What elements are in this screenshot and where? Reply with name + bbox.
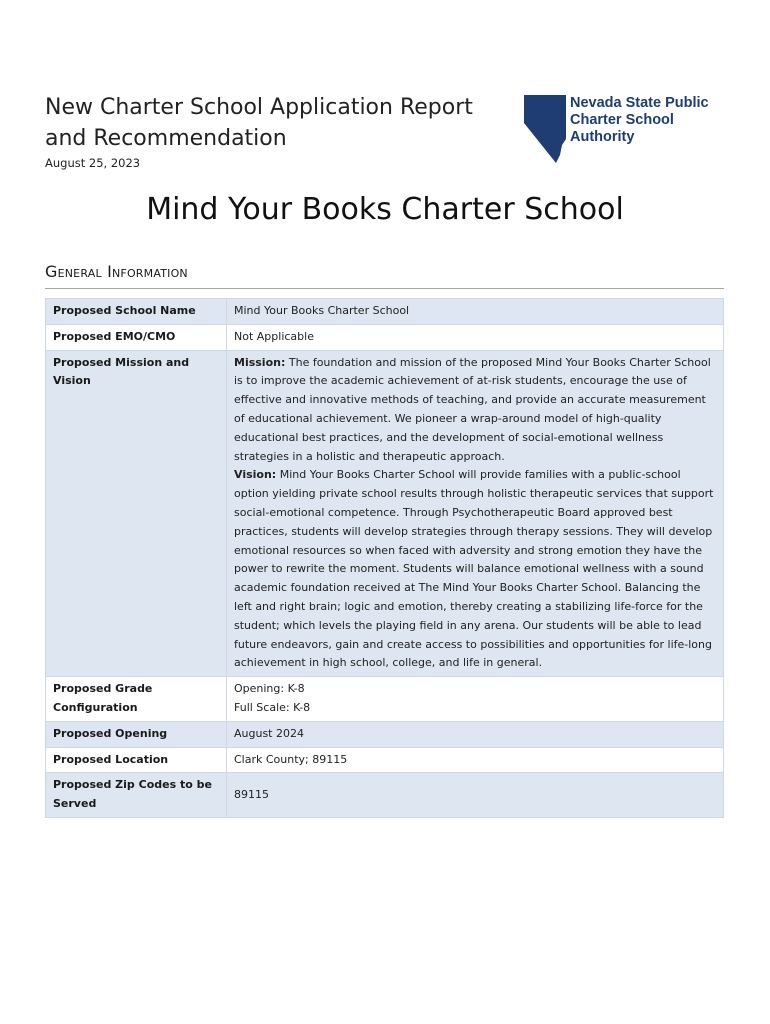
row-value: Not Applicable [227,324,724,350]
table-row-emo-cmo [46,324,724,350]
row-value: Clark County; 89115 [227,747,724,773]
logo-line-2: Charter School [570,112,674,128]
grade-opening: Opening: K-8 [234,682,305,696]
vision-lead: Vision: [234,468,277,482]
row-label: Proposed Opening [46,721,227,747]
row-label: Proposed EMO/CMO [46,324,227,350]
row-label: Proposed Mission and Vision [46,350,227,677]
school-title: Mind Your Books Charter School [146,192,624,227]
row-value: Mind Your Books Charter School [227,299,724,325]
table-row-mission-vision [46,350,724,677]
report-title: New Charter School Application Report and Recommendation [45,95,473,151]
mission-lead: Mission: [234,355,286,369]
logo-line-3: Authority [570,129,635,145]
table-row-zip-codes [46,773,724,818]
nevada-state-map-icon [522,93,568,165]
general-information-table [45,298,724,818]
row-label: Proposed Grade Configuration [46,677,227,722]
mission-text: The foundation and mission of the proposed Mind Your Books Charter School is to improve the academic achievement of at-risk students, encourage the use of effective and innovative methods of teaching, and provide an accurate measurement of educational achievement. We pioneer a wrap-around model of high-quality educational best practices, and the development of social-emotional wellness strategies in a holistic and therapeutic approach. [234,355,711,463]
row-label: Proposed School Name [46,299,227,325]
vision-text: Mind Your Books Charter School will provide families with a public-school option yielding private school results through holistic therapeutic services that support social-emotional competence. Through Psychotherapeutic Board approved best practices, students will develop strategies through therapy sessions. They will develop emotional resources so when faced with adversity and strong emotion they have the power to rewrite the moment. Students will balance emotional wellness with a sound academic foundation received at The Mind Your Books Charter School. Balancing the left and right brain; logic and emotion, thereby creating a stabilizing life-force for the student; which levels the playing field in any arena. Our students will be able to lead future endeavors, gain and create access to possibilities and opportunities for life-long achievement in high school, college, and life in general. [234,468,714,670]
report-date: August 25, 2023 [45,156,141,170]
vision-paragraph [234,466,716,673]
logo-text [570,95,709,146]
row-label: Proposed Location [46,747,227,773]
section-divider [45,288,724,289]
row-value [227,350,724,677]
row-value [227,677,724,722]
logo-line-1: Nevada State Public [570,95,709,111]
row-value: 89115 [227,773,724,818]
table-row-opening [46,721,724,747]
row-label: Proposed Zip Codes to be Served [46,773,227,818]
section-heading: General Information [45,262,188,281]
table-row-location [46,747,724,773]
mission-paragraph [234,354,716,467]
table-row-school-name [46,299,724,325]
table-row-grade-configuration [46,677,724,722]
authority-logo [522,93,732,165]
row-value: August 2024 [227,721,724,747]
grade-full-scale: Full Scale: K-8 [234,700,311,714]
